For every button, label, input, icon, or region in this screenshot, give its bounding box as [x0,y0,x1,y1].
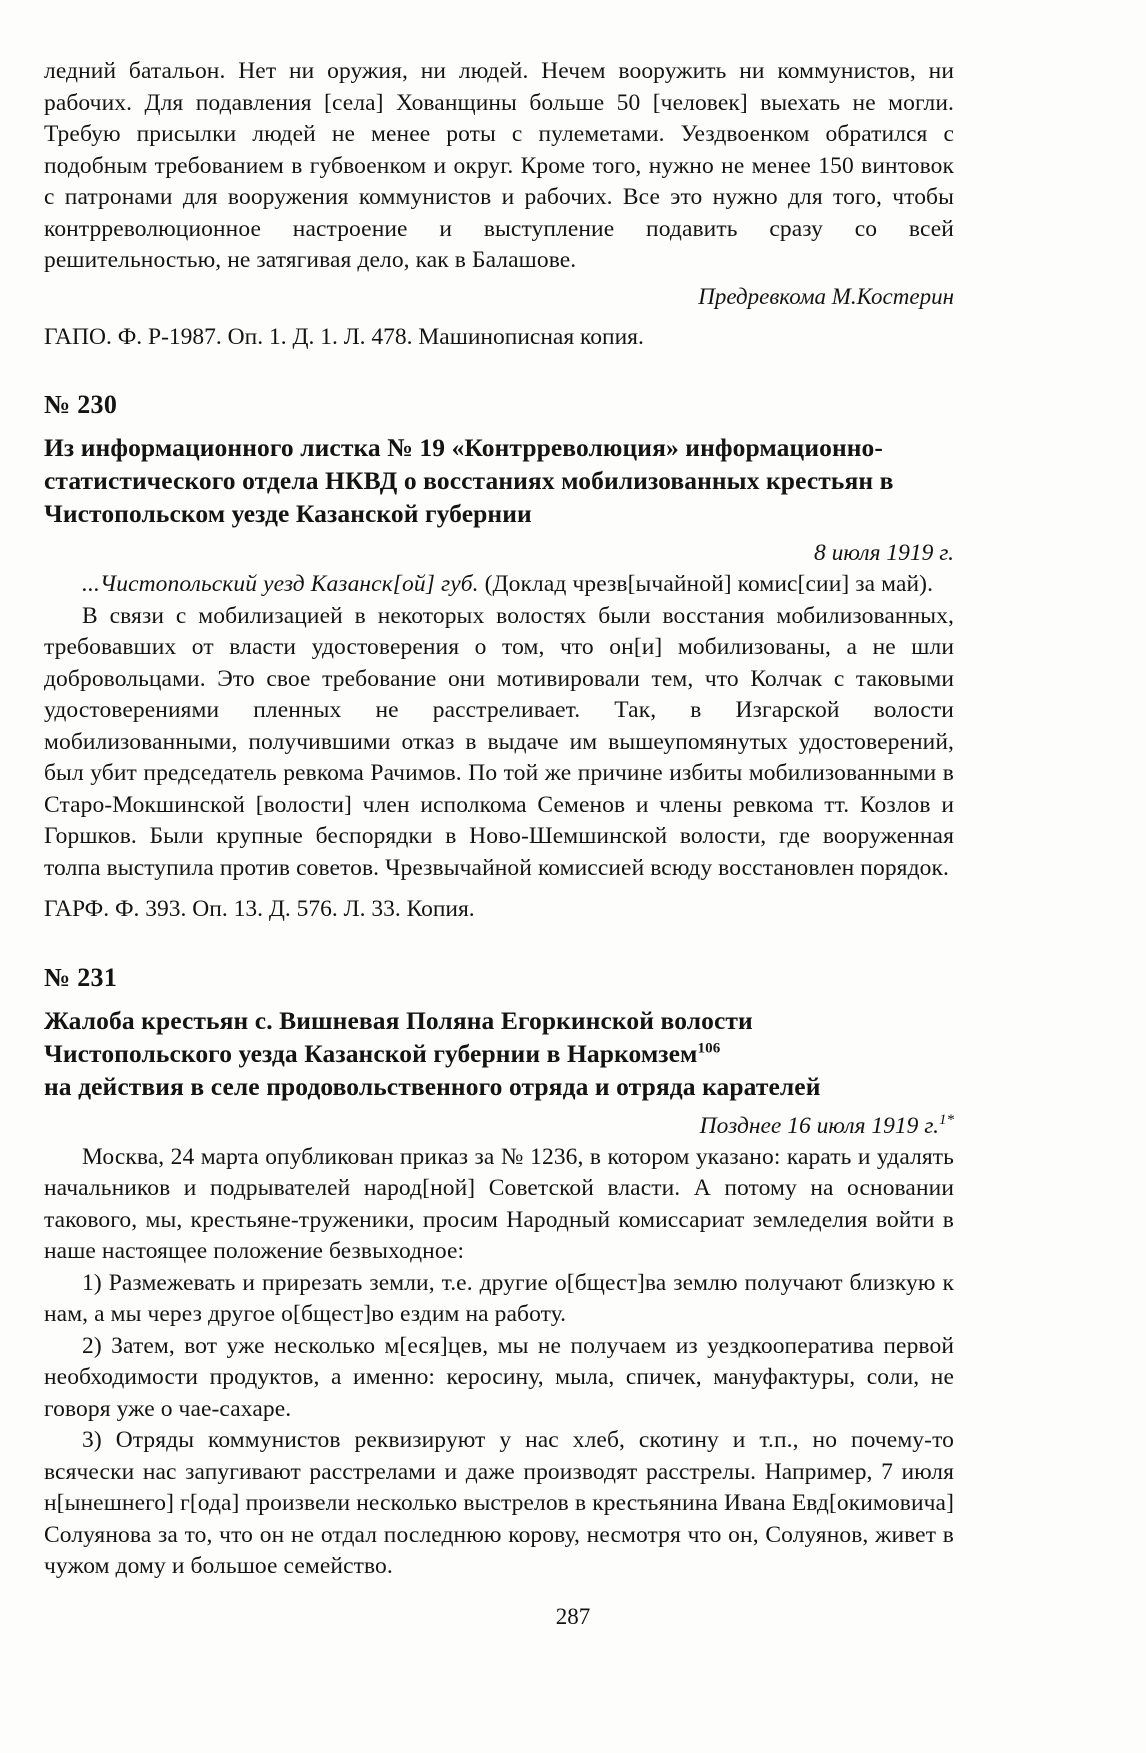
archive-reference-230: ГАРФ. Ф. 393. Оп. 13. Д. 576. Л. 33. Копия. [44,896,475,922]
document-number-230: № 230 [44,390,118,419]
paragraph-230-1: В связи с мобилизацией в некоторых волостях были восстания мобилизованных, требовавших от власти удостоверения о том, что он[и] мобилизованы, а не шли добровольцами. Это свое требование они мотивировали тем, что Колчак с таковыми удостоверениями пленных не расстреливает. Так, в Изгарской волости мобилизованными, получившими отказ в выдаче им вышеупомянутых удостоверений, был убит председатель ревкома Рачимов. По той же причине избиты мобилизованными в Старо-Мокшинской [волости] член исполкома Семенов и члены ревкома тт. Козлов и Горшков. Были крупные беспорядки в Ново-Шемшинской волости, где вооруженная толпа выступила против советов. Чрезвычайной комиссией всюду восстановлен порядок. [44,602,954,881]
footnote-marker-1star: 1* [939,1111,954,1128]
document-date-231 [44,1111,954,1142]
document-title-231 [44,1004,954,1103]
title-line-3: на действия в селе продовольственного отряда и отряда карателей [44,1071,821,1101]
page-number: 287 [555,1604,591,1629]
paragraph-231-4: 3) Отряды коммунистов реквизируют у нас хлеб, скотину и т.п., но почему-то всячески нас запугивают расстрелами и даже производят расстрелы. Например, 7 июля н[ынешнего] г[ода] произвели несколько выстрелов в крестьянина Ивана Евд[окимовича] Солуянова за то, что он не отдал последнюю корову, несмотря что он, Солуянов, живет в чужом дому и большое семейство. [44,1427,954,1579]
archive-reference: ГАПО. Ф. Р-1987. Оп. 1. Д. 1. Л. 478. Машинописная копия. [44,323,644,350]
document-date-230: 8 июля 1919 г. [813,540,954,566]
paragraph-231-3: 2) Затем, вот уже несколько м[еся]цев, мы не получаем из уездкооператива первой необходимости продуктов, а именно: керосину, мыла, спичек, мануфактуры, соли, не говоря уже о чае-сахаре. [44,1332,954,1422]
title-line-2: Чистопольского уезда Казанской губернии в Наркомзем [44,1038,698,1068]
date-text: Позднее 16 июля 1919 г. [699,1112,939,1139]
document-signature: Предревкома М.Костерин [698,283,954,309]
paragraph-continuation: ледний батальон. Нет ни оружия, ни людей. Нечем вооружить ни коммунистов, ни рабочих. Для подавления [села] Хованщины больше 50 [человек] выехать не могли. Требую присылки людей не менее роты с пулеметами. Уездвоенком обратился с подобным требованием в губвоенком и округ. Кроме того, нужно не менее 150 винтовок с патронами для вооружения коммунистов и рабочих. Все это нужно для того, чтобы контрреволюционное настроение и выступление подавить сразу со всей решительностью, не затягивая дело, как в Балашове. [44,58,954,273]
paragraph-231-1: Москва, 24 марта опубликован приказ за № 1236, в котором указано: карать и удалять начальников и подрывателей народ[ной] Советской власти. А потому на основании такового, мы, крестьяне-труженики, просим Народный комиссариат земледелия войти в наше настоящее положение безвыходное: [44,1143,954,1264]
document-number-231: № 231 [44,962,118,992]
title-line-1: Жалоба крестьян с. Вишневая Поляна Егоркинской волости [44,1005,753,1035]
document-title-230: Из информационного листка № 19 «Контрреволюция» информационно-статистического отдела НКВД о восстаниях мобилизованных крестьян в Чистопольском уезде Казанской губернии [44,433,894,528]
lead-source-italic: ...Чистопольский уезд Казанск[ой] губ. [82,571,479,597]
paragraph-231-2: 1) Размежевать и прирезать земли, т.е. другие о[бщест]ва землю получают близкую к нам, а мы через другое о[бщест]во ездим на работу. [44,1269,954,1327]
lead-source-rest: (Доклад чрезв[ычайной] комис[сии] за май). [478,571,934,597]
page-content [44,56,954,1583]
document-lead-230 [44,569,954,601]
footnote-marker-106: 106 [697,1040,721,1056]
